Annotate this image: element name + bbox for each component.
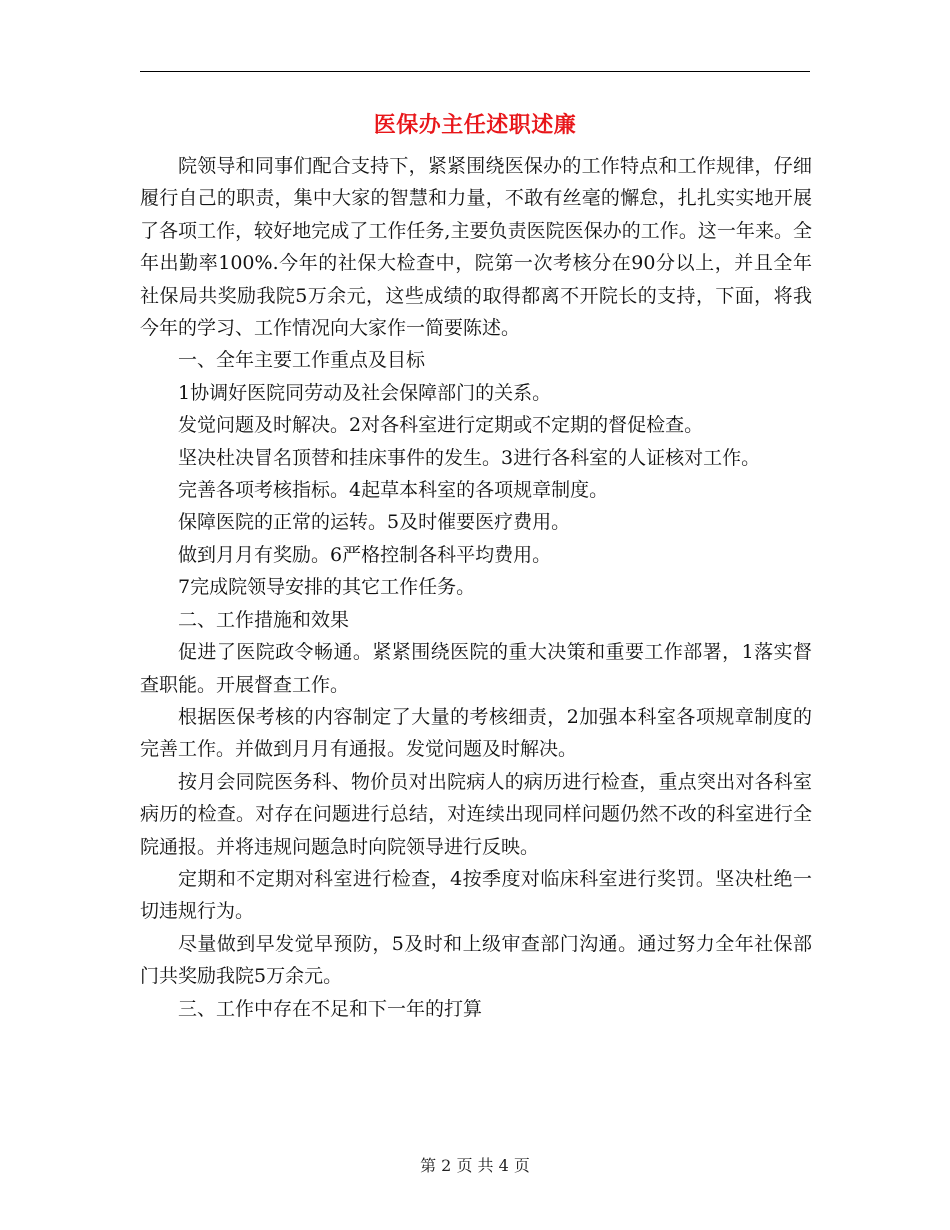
paragraph: 按月会同院医务科、物价员对出院病人的病历进行检查，重点突出对各科室病历的检查。对存在问题进行总结，对连续出现同样问题仍然不改的科室进行全院通报。并将违规问题急时向院领导进行反映。 xyxy=(140,770,812,858)
paragraph: 1协调好医院同劳动及社会保障部门的关系。 xyxy=(178,381,552,404)
paragraph: 完善各项考核指标。4起草本科室的各项规章制度。 xyxy=(178,479,609,502)
paragraph: 发觉问题及时解决。2对各科室进行定期或不定期的督促检查。 xyxy=(178,414,704,437)
section-heading-measures: 二、工作措施和效果 xyxy=(178,608,350,631)
header-rule xyxy=(140,71,810,72)
document-body xyxy=(140,150,812,1025)
paragraph: 保障医院的正常的运转。5及时催要医疗费用。 xyxy=(178,511,571,534)
section-heading-shortcomings: 三、工作中存在不足和下一年的打算 xyxy=(178,997,483,1020)
paragraph: 定期和不定期对科室进行检查，4按季度对临床科室进行奖罚。坚决杜绝一切违规行为。 xyxy=(140,867,812,923)
paragraph: 根据医保考核的内容制定了大量的考核细责，2加强本科室各项规章制度的完善工作。并做到月月有通报。发觉问题及时解决。 xyxy=(140,705,812,761)
paragraph: 坚决杜决冒名顶替和挂床事件的发生。3进行各科室的人证核对工作。 xyxy=(178,446,761,469)
paragraph: 7完成院领导安排的其它工作任务。 xyxy=(178,576,476,599)
paragraph-intro: 院领导和同事们配合支持下，紧紧围绕医保办的工作特点和工作规律，仔细履行自己的职责，集中大家的智慧和力量，不敢有丝毫的懈怠，扎扎实实地开展了各项工作，较好地完成了工作任务,主要负责医院医保办的工作。这一年来。全年出勤率100%.今年的社保大检查中，院第一次考核分在90分以上，并且全年社保局共奖励我院5万余元，这些成绩的取得都离不开院长的支持，下面，将我今年的学习、工作情况向大家作一简要陈述。 xyxy=(140,155,812,340)
paragraph: 促进了医院政令畅通。紧紧围绕医院的重大决策和重要工作部署，1落实督查职能。开展督查工作。 xyxy=(140,641,812,696)
document-title: 医保办主任述职述廉 xyxy=(373,112,577,138)
paragraph: 做到月月有奖励。6严格控制各科平均费用。 xyxy=(178,543,552,566)
paragraph: 尽量做到早发觉早预防，5及时和上级审查部门沟通。通过努力全年社保部门共奖励我院5万余元。 xyxy=(140,932,812,988)
page-number: 第 2 页 共 4 页 xyxy=(420,1156,530,1175)
section-heading-goals: 一、全年主要工作重点及目标 xyxy=(178,349,426,372)
